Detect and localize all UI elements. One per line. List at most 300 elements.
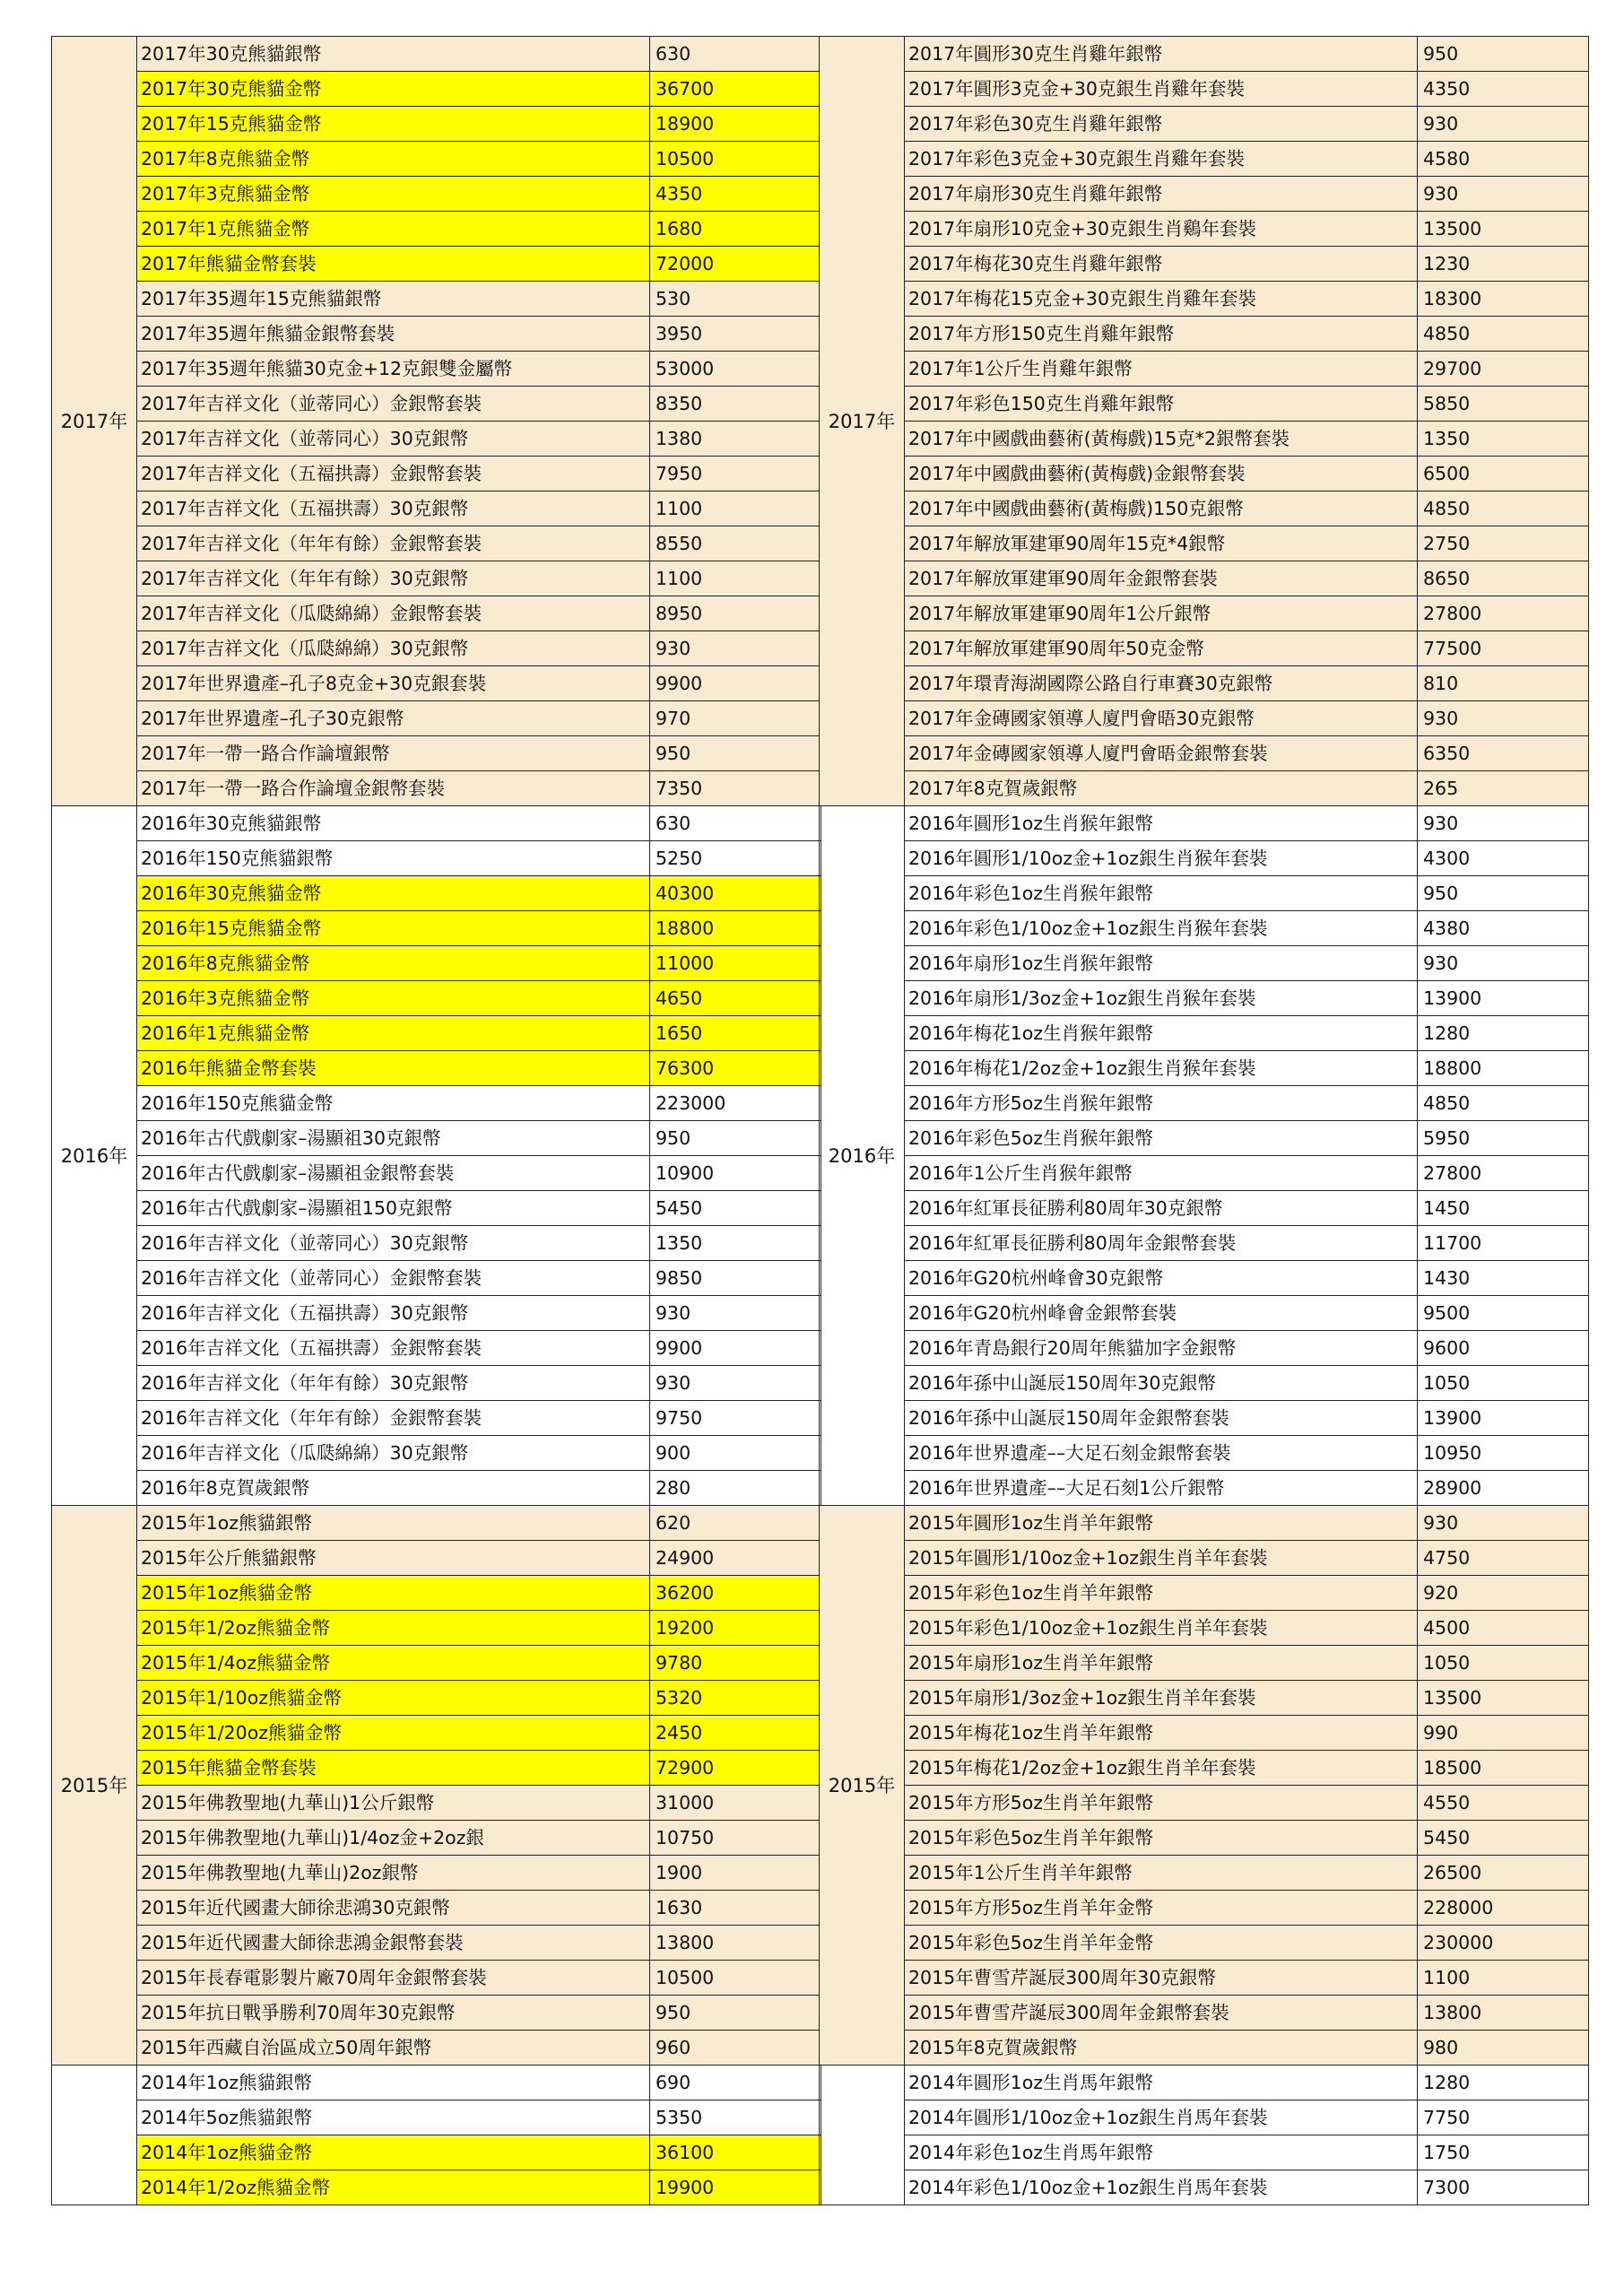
table-row xyxy=(52,317,821,352)
table-row xyxy=(52,282,821,317)
table-row xyxy=(820,1576,1589,1611)
item-name-cell: 2016年吉祥文化（五福拱壽）金銀幣套裝 xyxy=(137,1331,650,1366)
price-cell: 13900 xyxy=(1418,1401,1589,1436)
price-cell: 930 xyxy=(1418,806,1589,841)
price-cell: 930 xyxy=(1418,177,1589,212)
item-name-cell: 2015年彩色1/10oz金+1oz銀生肖羊年套裝 xyxy=(905,1611,1418,1646)
table-row xyxy=(820,1961,1589,1996)
price-cell: 1450 xyxy=(1418,1191,1589,1226)
table-row xyxy=(52,1786,821,1821)
price-cell: 530 xyxy=(650,282,821,317)
price-cell: 4650 xyxy=(650,981,821,1016)
table-row xyxy=(820,1716,1589,1751)
table-row xyxy=(52,701,821,736)
item-name-cell: 2014年圓形1/10oz金+1oz銀生肖馬年套裝 xyxy=(905,2100,1418,2135)
price-cell: 1630 xyxy=(650,1891,821,1926)
price-cell: 1100 xyxy=(650,561,821,596)
price-cell: 970 xyxy=(650,701,821,736)
price-cell: 28900 xyxy=(1418,1471,1589,1506)
price-cell: 1650 xyxy=(650,1016,821,1051)
price-cell: 40300 xyxy=(650,876,821,911)
table-row xyxy=(820,1646,1589,1681)
item-name-cell: 2015年方形5oz生肖羊年銀幣 xyxy=(905,1786,1418,1821)
item-name-cell: 2016年紅軍長征勝利80周年30克銀幣 xyxy=(905,1191,1418,1226)
price-cell: 4750 xyxy=(1418,1541,1589,1576)
price-cell: 13500 xyxy=(1418,1681,1589,1716)
item-name-cell: 2016年世界遺產––大足石刻金銀幣套裝 xyxy=(905,1436,1418,1471)
table-row xyxy=(52,1541,821,1576)
table-row xyxy=(820,631,1589,666)
table-row xyxy=(52,1681,821,1716)
table-row xyxy=(52,1506,821,1541)
price-cell: 5250 xyxy=(650,841,821,876)
table-row xyxy=(52,1996,821,2031)
item-name-cell: 2016年圓形1/10oz金+1oz銀生肖猴年套裝 xyxy=(905,841,1418,876)
table-row xyxy=(820,2031,1589,2066)
table-row xyxy=(820,422,1589,457)
item-name-cell: 2017年世界遺產–孔子8克金+30克銀套裝 xyxy=(137,666,650,701)
table-row xyxy=(820,596,1589,631)
price-cell: 13900 xyxy=(1418,981,1589,1016)
price-cell: 223000 xyxy=(650,1086,821,1121)
price-cell: 9900 xyxy=(650,666,821,701)
table-row xyxy=(52,666,821,701)
item-name-cell: 2017年金磚國家領導人廈門會晤30克銀幣 xyxy=(905,701,1418,736)
table-row xyxy=(820,1016,1589,1051)
price-cell: 19200 xyxy=(650,1611,821,1646)
price-cell: 280 xyxy=(650,1471,821,1506)
table-row xyxy=(52,2100,821,2135)
table-row xyxy=(820,1436,1589,1471)
table-row xyxy=(52,1051,821,1086)
table-row xyxy=(52,1296,821,1331)
item-name-cell: 2015年近代國畫大師徐悲鴻30克銀幣 xyxy=(137,1891,650,1926)
table-row xyxy=(820,1786,1589,1821)
table-row xyxy=(820,1996,1589,2031)
table-row xyxy=(820,876,1589,911)
item-name-cell: 2014年圓形1oz生肖馬年銀幣 xyxy=(905,2066,1418,2100)
price-cell: 960 xyxy=(650,2031,821,2066)
item-name-cell: 2016年彩色1/10oz金+1oz銀生肖猴年套裝 xyxy=(905,911,1418,946)
price-cell: 4850 xyxy=(1418,1086,1589,1121)
table-row xyxy=(820,666,1589,701)
price-cell: 1750 xyxy=(1418,2135,1589,2170)
table-row xyxy=(820,2135,1589,2170)
table-row xyxy=(820,1856,1589,1891)
table-row xyxy=(820,1926,1589,1961)
price-cell: 10750 xyxy=(650,1821,821,1856)
item-name-cell: 2015年西藏自治區成立50周年銀幣 xyxy=(137,2031,650,2066)
item-name-cell: 2017年扇形10克金+30克銀生肖鷄年套裝 xyxy=(905,212,1418,247)
item-name-cell: 2014年1/2oz熊貓金幣 xyxy=(137,2170,650,2205)
price-cell: 930 xyxy=(1418,1506,1589,1541)
price-cell: 7350 xyxy=(650,771,821,806)
item-name-cell: 2015年1/2oz熊貓金幣 xyxy=(137,1611,650,1646)
item-name-cell: 2016年吉祥文化（瓜瓞綿綿）30克銀幣 xyxy=(137,1436,650,1471)
price-cell: 9900 xyxy=(650,1331,821,1366)
item-name-cell: 2017年8克賀歲銀幣 xyxy=(905,771,1418,806)
price-cell: 920 xyxy=(1418,1576,1589,1611)
table-row xyxy=(820,911,1589,946)
table-row xyxy=(52,1751,821,1786)
table-row xyxy=(820,1331,1589,1366)
table-row xyxy=(52,981,821,1016)
price-cell: 13800 xyxy=(1418,1996,1589,2031)
price-cell: 5350 xyxy=(650,2100,821,2135)
year-cell: 2017年 xyxy=(820,37,905,806)
table-row xyxy=(820,142,1589,177)
price-cell: 27800 xyxy=(1418,1156,1589,1191)
price-cell: 8550 xyxy=(650,526,821,561)
price-cell: 4380 xyxy=(1418,911,1589,946)
price-cell: 9600 xyxy=(1418,1331,1589,1366)
item-name-cell: 2017年吉祥文化（瓜瓞綿綿）30克銀幣 xyxy=(137,631,650,666)
item-name-cell: 2016年梅花1oz生肖猴年銀幣 xyxy=(905,1016,1418,1051)
price-cell: 27800 xyxy=(1418,596,1589,631)
item-name-cell: 2017年彩色30克生肖雞年銀幣 xyxy=(905,107,1418,142)
item-name-cell: 2017年扇形30克生肖雞年銀幣 xyxy=(905,177,1418,212)
price-cell: 9750 xyxy=(650,1401,821,1436)
price-cell: 8950 xyxy=(650,596,821,631)
item-name-cell: 2017年彩色150克生肖雞年銀幣 xyxy=(905,387,1418,422)
table-row xyxy=(52,1261,821,1296)
item-name-cell: 2015年扇形1oz生肖羊年銀幣 xyxy=(905,1646,1418,1681)
item-name-cell: 2015年彩色5oz生肖羊年金幣 xyxy=(905,1926,1418,1961)
item-name-cell: 2016年世界遺產––大足石刻1公斤銀幣 xyxy=(905,1471,1418,1506)
table-row xyxy=(52,2031,821,2066)
item-name-cell: 2017年吉祥文化（年年有餘）30克銀幣 xyxy=(137,561,650,596)
price-cell: 10900 xyxy=(650,1156,821,1191)
item-name-cell: 2015年8克賀歲銀幣 xyxy=(905,2031,1418,2066)
table-row xyxy=(52,1611,821,1646)
table-row xyxy=(52,387,821,422)
item-name-cell: 2016年G20杭州峰會30克銀幣 xyxy=(905,1261,1418,1296)
item-name-cell: 2017年吉祥文化（並蒂同心）金銀幣套裝 xyxy=(137,387,650,422)
item-name-cell: 2015年彩色1oz生肖羊年銀幣 xyxy=(905,1576,1418,1611)
table-row xyxy=(52,2170,821,2205)
item-name-cell: 2016年扇形1oz生肖猴年銀幣 xyxy=(905,946,1418,981)
table-row xyxy=(52,1436,821,1471)
item-name-cell: 2016年青島銀行20周年熊貓加字金銀幣 xyxy=(905,1331,1418,1366)
item-name-cell: 2015年扇形1/3oz金+1oz銀生肖羊年套裝 xyxy=(905,1681,1418,1716)
item-name-cell: 2016年150克熊貓金幣 xyxy=(137,1086,650,1121)
table-row xyxy=(820,177,1589,212)
year-cell xyxy=(820,2066,905,2205)
price-cell: 620 xyxy=(650,1506,821,1541)
item-name-cell: 2017年圓形3克金+30克銀生肖雞年套裝 xyxy=(905,72,1418,107)
item-name-cell: 2017年吉祥文化（瓜瓞綿綿）金銀幣套裝 xyxy=(137,596,650,631)
item-name-cell: 2016年150克熊貓銀幣 xyxy=(137,841,650,876)
item-name-cell: 2015年1oz熊貓金幣 xyxy=(137,1576,650,1611)
table-row xyxy=(820,107,1589,142)
price-cell: 4550 xyxy=(1418,1786,1589,1821)
item-name-cell: 2015年曹雪芹誕辰300周年金銀幣套裝 xyxy=(905,1996,1418,2031)
table-row xyxy=(52,526,821,561)
table-row xyxy=(52,736,821,771)
price-cell: 11000 xyxy=(650,946,821,981)
table-row xyxy=(52,491,821,526)
table-row xyxy=(52,422,821,457)
price-cell: 950 xyxy=(650,1121,821,1156)
item-name-cell: 2017年吉祥文化（年年有餘）金銀幣套裝 xyxy=(137,526,650,561)
table-row xyxy=(820,981,1589,1016)
table-row xyxy=(52,352,821,387)
price-cell: 18300 xyxy=(1418,282,1589,317)
price-cell: 690 xyxy=(650,2066,821,2100)
table-row xyxy=(820,72,1589,107)
price-cell: 36200 xyxy=(650,1576,821,1611)
price-cell: 13800 xyxy=(650,1926,821,1961)
item-name-cell: 2016年彩色5oz生肖猴年銀幣 xyxy=(905,1121,1418,1156)
item-name-cell: 2016年1公斤生肖猴年銀幣 xyxy=(905,1156,1418,1191)
table-row xyxy=(820,701,1589,736)
table-row xyxy=(820,1401,1589,1436)
price-cell: 6350 xyxy=(1418,736,1589,771)
table-row xyxy=(820,1821,1589,1856)
table-row xyxy=(52,142,821,177)
item-name-cell: 2015年1公斤生肖羊年銀幣 xyxy=(905,1856,1418,1891)
table-row xyxy=(52,247,821,282)
item-name-cell: 2015年佛教聖地(九華山)2oz銀幣 xyxy=(137,1856,650,1891)
table-row xyxy=(52,946,821,981)
table-row xyxy=(820,1086,1589,1121)
price-cell: 950 xyxy=(650,736,821,771)
item-name-cell: 2016年梅花1/2oz金+1oz銀生肖猴年套裝 xyxy=(905,1051,1418,1086)
table-row xyxy=(52,911,821,946)
item-name-cell: 2016年8克賀歲銀幣 xyxy=(137,1471,650,1506)
table-row xyxy=(52,37,821,72)
item-name-cell: 2017年環青海湖國際公路自行車賽30克銀幣 xyxy=(905,666,1418,701)
table-row xyxy=(820,806,1589,841)
table-row xyxy=(52,1366,821,1401)
item-name-cell: 2016年30克熊貓金幣 xyxy=(137,876,650,911)
price-cell: 228000 xyxy=(1418,1891,1589,1926)
table-row xyxy=(52,1576,821,1611)
price-cell: 76300 xyxy=(650,1051,821,1086)
table-row xyxy=(820,1506,1589,1541)
price-cell: 4300 xyxy=(1418,841,1589,876)
table-row xyxy=(820,2100,1589,2135)
item-name-cell: 2015年抗日戰爭勝利70周年30克銀幣 xyxy=(137,1996,650,2031)
item-name-cell: 2015年梅花1oz生肖羊年銀幣 xyxy=(905,1716,1418,1751)
item-name-cell: 2017年35週年15克熊貓銀幣 xyxy=(137,282,650,317)
table-row xyxy=(820,1366,1589,1401)
table-row xyxy=(820,491,1589,526)
item-name-cell: 2017年彩色3克金+30克銀生肖雞年套裝 xyxy=(905,142,1418,177)
table-row xyxy=(52,177,821,212)
item-name-cell: 2014年5oz熊貓銀幣 xyxy=(137,2100,650,2135)
price-cell: 18800 xyxy=(650,911,821,946)
price-cell: 630 xyxy=(650,806,821,841)
price-cell: 1380 xyxy=(650,422,821,457)
table-row xyxy=(52,1961,821,1996)
item-name-cell: 2017年吉祥文化（五福拱壽）30克銀幣 xyxy=(137,491,650,526)
price-table-body xyxy=(52,37,821,2205)
table-row xyxy=(52,2135,821,2170)
price-cell: 900 xyxy=(650,1436,821,1471)
table-row xyxy=(820,352,1589,387)
price-cell: 11700 xyxy=(1418,1226,1589,1261)
item-name-cell: 2015年佛教聖地(九華山)1/4oz金+2oz銀 xyxy=(137,1821,650,1856)
price-cell: 3950 xyxy=(650,317,821,352)
price-cell: 1050 xyxy=(1418,1366,1589,1401)
table-row xyxy=(52,1821,821,1856)
table-row xyxy=(52,1401,821,1436)
item-name-cell: 2017年世界遺產–孔子30克銀幣 xyxy=(137,701,650,736)
table-row xyxy=(52,212,821,247)
price-cell: 950 xyxy=(650,1996,821,2031)
year-cell: 2015年 xyxy=(820,1506,905,2066)
item-name-cell: 2017年35週年熊貓金銀幣套裝 xyxy=(137,317,650,352)
price-cell: 29700 xyxy=(1418,352,1589,387)
price-cell: 1680 xyxy=(650,212,821,247)
price-cell: 1350 xyxy=(1418,422,1589,457)
table-row xyxy=(820,946,1589,981)
price-cell: 950 xyxy=(1418,37,1589,72)
price-cell: 9850 xyxy=(650,1261,821,1296)
item-name-cell: 2016年彩色1oz生肖猴年銀幣 xyxy=(905,876,1418,911)
item-name-cell: 2015年熊貓金幣套裝 xyxy=(137,1751,650,1786)
table-row xyxy=(820,736,1589,771)
price-cell: 18800 xyxy=(1418,1051,1589,1086)
table-row xyxy=(52,806,821,841)
price-cell: 980 xyxy=(1418,2031,1589,2066)
table-row xyxy=(820,1296,1589,1331)
table-row xyxy=(820,317,1589,352)
table-row xyxy=(820,1891,1589,1926)
price-cell: 930 xyxy=(1418,701,1589,736)
item-name-cell: 2017年一帶一路合作論壇銀幣 xyxy=(137,736,650,771)
item-name-cell: 2017年15克熊貓金幣 xyxy=(137,107,650,142)
price-cell: 4350 xyxy=(650,177,821,212)
item-name-cell: 2016年古代戲劇家–湯顯祖30克銀幣 xyxy=(137,1121,650,1156)
table-row xyxy=(820,1191,1589,1226)
item-name-cell: 2015年梅花1/2oz金+1oz銀生肖羊年套裝 xyxy=(905,1751,1418,1786)
price-cell: 26500 xyxy=(1418,1856,1589,1891)
table-row xyxy=(820,841,1589,876)
item-name-cell: 2017年1公斤生肖雞年銀幣 xyxy=(905,352,1418,387)
item-name-cell: 2017年金磚國家領導人廈門會晤金銀幣套裝 xyxy=(905,736,1418,771)
item-name-cell: 2017年熊貓金幣套裝 xyxy=(137,247,650,282)
table-row xyxy=(820,1121,1589,1156)
item-name-cell: 2016年古代戲劇家–湯顯祖金銀幣套裝 xyxy=(137,1156,650,1191)
table-row xyxy=(52,1121,821,1156)
table-row xyxy=(52,1646,821,1681)
item-name-cell: 2014年1oz熊貓金幣 xyxy=(137,2135,650,2170)
item-name-cell: 2017年8克熊貓金幣 xyxy=(137,142,650,177)
price-cell: 990 xyxy=(1418,1716,1589,1751)
price-cell: 5850 xyxy=(1418,387,1589,422)
table-row xyxy=(52,457,821,491)
item-name-cell: 2017年梅花30克生肖雞年銀幣 xyxy=(905,247,1418,282)
table-row xyxy=(820,771,1589,806)
price-cell: 4500 xyxy=(1418,1611,1589,1646)
item-name-cell: 2015年1oz熊貓銀幣 xyxy=(137,1506,650,1541)
year-cell xyxy=(52,2066,137,2205)
item-name-cell: 2017年吉祥文化（五福拱壽）金銀幣套裝 xyxy=(137,457,650,491)
item-name-cell: 2017年3克熊貓金幣 xyxy=(137,177,650,212)
table-row xyxy=(820,37,1589,72)
item-name-cell: 2016年15克熊貓金幣 xyxy=(137,911,650,946)
item-name-cell: 2016年熊貓金幣套裝 xyxy=(137,1051,650,1086)
item-name-cell: 2017年中國戲曲藝術(黃梅戲)150克銀幣 xyxy=(905,491,1418,526)
year-cell: 2016年 xyxy=(52,806,137,1506)
item-name-cell: 2016年1克熊貓金幣 xyxy=(137,1016,650,1051)
item-name-cell: 2016年吉祥文化（五福拱壽）30克銀幣 xyxy=(137,1296,650,1331)
item-name-cell: 2017年解放軍建軍90周年金銀幣套裝 xyxy=(905,561,1418,596)
table-row xyxy=(820,1261,1589,1296)
price-table-body xyxy=(820,37,1589,2205)
item-name-cell: 2016年G20杭州峰會金銀幣套裝 xyxy=(905,1296,1418,1331)
table-row xyxy=(820,1751,1589,1786)
table-row xyxy=(820,1226,1589,1261)
table-row xyxy=(52,1926,821,1961)
price-cell: 36100 xyxy=(650,2135,821,2170)
price-cell: 1100 xyxy=(1418,1961,1589,1996)
item-name-cell: 2017年35週年熊貓30克金+12克銀雙金屬幣 xyxy=(137,352,650,387)
item-name-cell: 2017年中國戲曲藝術(黃梅戲)金銀幣套裝 xyxy=(905,457,1418,491)
table-row xyxy=(820,212,1589,247)
item-name-cell: 2016年圓形1oz生肖猴年銀幣 xyxy=(905,806,1418,841)
price-cell: 72000 xyxy=(650,247,821,282)
table-row xyxy=(52,1331,821,1366)
price-cell: 6500 xyxy=(1418,457,1589,491)
table-row xyxy=(52,561,821,596)
price-cell: 24900 xyxy=(650,1541,821,1576)
table-row xyxy=(52,596,821,631)
table-row xyxy=(52,72,821,107)
price-cell: 950 xyxy=(1418,876,1589,911)
price-cell: 31000 xyxy=(650,1786,821,1821)
price-cell: 7950 xyxy=(650,457,821,491)
item-name-cell: 2017年梅花15克金+30克銀生肖雞年套裝 xyxy=(905,282,1418,317)
table-row xyxy=(820,1051,1589,1086)
year-cell: 2015年 xyxy=(52,1506,137,2066)
item-name-cell: 2015年曹雪芹誕辰300周年30克銀幣 xyxy=(905,1961,1418,1996)
item-name-cell: 2015年1/20oz熊貓金幣 xyxy=(137,1716,650,1751)
price-cell: 4350 xyxy=(1418,72,1589,107)
item-name-cell: 2016年紅軍長征勝利80周年金銀幣套裝 xyxy=(905,1226,1418,1261)
price-cell: 7300 xyxy=(1418,2170,1589,2205)
table-row xyxy=(52,1086,821,1121)
item-name-cell: 2016年孫中山誕辰150周年金銀幣套裝 xyxy=(905,1401,1418,1436)
item-name-cell: 2017年解放軍建軍90周年1公斤銀幣 xyxy=(905,596,1418,631)
table-row xyxy=(52,1156,821,1191)
table-row xyxy=(52,1191,821,1226)
price-cell: 930 xyxy=(650,1366,821,1401)
price-table-right xyxy=(819,36,1589,2205)
table-row xyxy=(820,247,1589,282)
price-cell: 1050 xyxy=(1418,1646,1589,1681)
price-cell: 8350 xyxy=(650,387,821,422)
price-cell: 1350 xyxy=(650,1226,821,1261)
table-row xyxy=(820,1541,1589,1576)
item-name-cell: 2015年佛教聖地(九華山)1公斤銀幣 xyxy=(137,1786,650,1821)
table-row xyxy=(820,457,1589,491)
price-cell: 13500 xyxy=(1418,212,1589,247)
table-row xyxy=(52,1856,821,1891)
item-name-cell: 2015年圓形1/10oz金+1oz銀生肖羊年套裝 xyxy=(905,1541,1418,1576)
price-cell: 5950 xyxy=(1418,1121,1589,1156)
item-name-cell: 2016年吉祥文化（年年有餘）金銀幣套裝 xyxy=(137,1401,650,1436)
price-cell: 930 xyxy=(1418,107,1589,142)
item-name-cell: 2015年近代國畫大師徐悲鴻金銀幣套裝 xyxy=(137,1926,650,1961)
price-cell: 9500 xyxy=(1418,1296,1589,1331)
price-cell: 2450 xyxy=(650,1716,821,1751)
item-name-cell: 2015年1/4oz熊貓金幣 xyxy=(137,1646,650,1681)
item-name-cell: 2015年長春電影製片廠70周年金銀幣套裝 xyxy=(137,1961,650,1996)
price-cell: 18500 xyxy=(1418,1751,1589,1786)
